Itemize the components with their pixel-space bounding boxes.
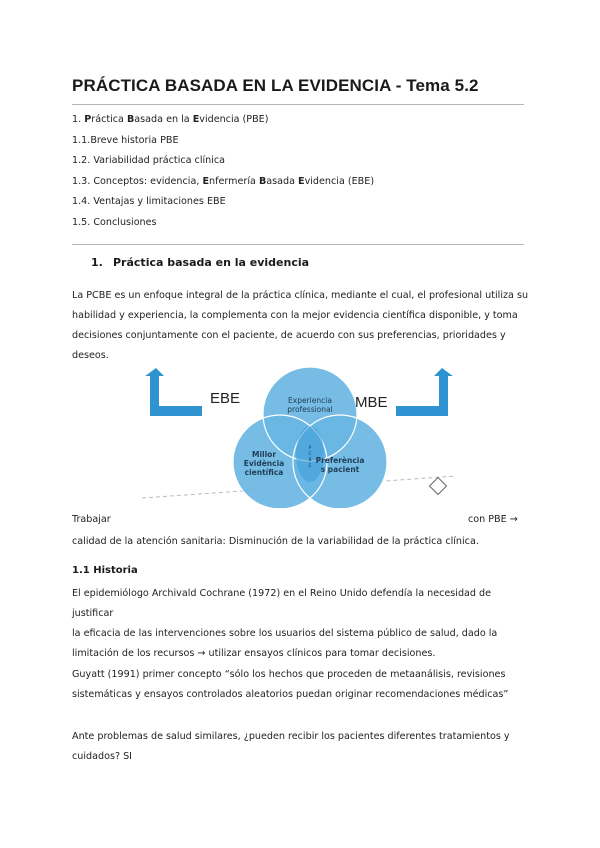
divider [72,104,524,105]
toc-text: nfermería [209,176,259,187]
toc-text: ráctica [91,114,127,125]
label-line: s pacient [320,465,360,474]
paragraph-history [72,584,532,664]
label-line: E [308,464,312,469]
toc-text: Conceptos: evidencia, [93,176,203,187]
toc-text: E [192,114,200,125]
evidence-label [232,450,296,477]
section-heading [91,256,309,269]
toc-text: videncia (PBE) [199,114,269,125]
text-line: deseos. [72,350,109,361]
label-line: Evidència [243,459,285,468]
text-line: Guyatt (1991) primer concepto “sólo los hechos que proceden de metaanálisis, revisiones [72,669,506,680]
page-title: PRÁCTICA BASADA EN LA EVIDENCIA - Tema 5.2 [72,76,479,95]
toc-text: Breve historia PBE [90,135,179,146]
toc-number: 1.4. [72,196,94,207]
text-line: sistemáticas y ensayos controlados aleatorios puedan originar recomendaciones médicas” [72,689,509,700]
label-line: C [308,452,312,457]
toc-text: videncia (EBE) [304,176,375,187]
toc-item [72,114,268,125]
pcbe-venn-diagram [140,358,470,508]
toc-item [72,217,157,228]
toc-item [72,196,226,207]
toc-text: B [126,114,135,125]
toc-text: B [258,176,267,187]
text-line: habilidad y experiencia, la complementa con la mejor evidencia científica disponible, y toma [72,310,518,321]
label-line: Millor [251,450,277,459]
ebe-label: EBE [210,390,241,407]
toc-text: E [202,176,209,187]
up-left-arrow-icon [145,368,202,416]
label-line: científica [244,468,284,477]
section-title: Práctica basada en la evidencia [113,256,310,269]
experience-label [270,396,350,414]
text-fragment: con PBE → [468,514,518,525]
toc-number: 1. [72,114,85,125]
toc-text: Variabilidad práctica clínica [93,155,226,166]
trabajar-line [72,510,532,530]
mbe-label: MBE [355,394,388,411]
toc-number: 1.2. [72,155,94,166]
paragraph-question [72,727,532,767]
toc-text: Ventajas y limitaciones EBE [93,196,226,207]
preference-label [312,456,368,474]
toc-text: P [84,114,92,125]
up-right-arrow-icon [396,368,453,416]
logo-icon [430,478,447,495]
label-line: Experiencia [288,396,332,405]
label-line: Preferència [315,456,365,465]
section-number: 1. [91,256,103,269]
paragraph-intro [72,286,532,366]
toc-item [72,176,374,187]
toc-text: Conclusiones [93,217,157,228]
toc-item [72,135,179,146]
divider [72,244,524,245]
text-line: La PCBE es un enfoque integral de la práctica clínica, mediante el cual, el profesional utiliza su [72,290,529,301]
paragraph-guyatt [72,665,532,705]
toc-item [72,155,225,166]
label-line: professional [287,405,333,414]
toc-text: E [298,176,305,187]
toc-text: asada en la [134,114,193,125]
toc-text: asada [266,176,299,187]
calidad-line: calidad de la atención sanitaria: Disminución de la variabilidad de la práctica clínica. [72,536,479,547]
text-line: la eficacia de las intervenciones sobre los usuarios del sistema público de salud, dado la [72,628,498,639]
venn-svg [140,358,470,508]
label-line: P [308,446,312,451]
text-line: cuidados? SI [72,751,133,762]
text-fragment: Trabajar [72,514,111,525]
toc-number: 1.1. [72,135,91,146]
pcbe-center-label [305,446,315,470]
label-line: B [308,458,312,463]
subsection-heading: 1.1 Historia [72,565,138,576]
text-line: limitación de los recursos → utilizar ensayos clínicos para tomar decisiones. [72,648,436,659]
text-line: decisiones conjuntamente con el paciente, de acuerdo con sus preferencias, prioridades y [72,330,506,341]
text-line: El epidemiólogo Archivald Cochrane (1972) en el Reino Unido defendía la necesidad de justificar [72,588,492,619]
toc-number: 1.5. [72,217,94,228]
toc-number: 1.3. [72,176,94,187]
text-line: Ante problemas de salud similares, ¿pueden recibir los pacientes diferentes tratamientos y [72,731,510,742]
